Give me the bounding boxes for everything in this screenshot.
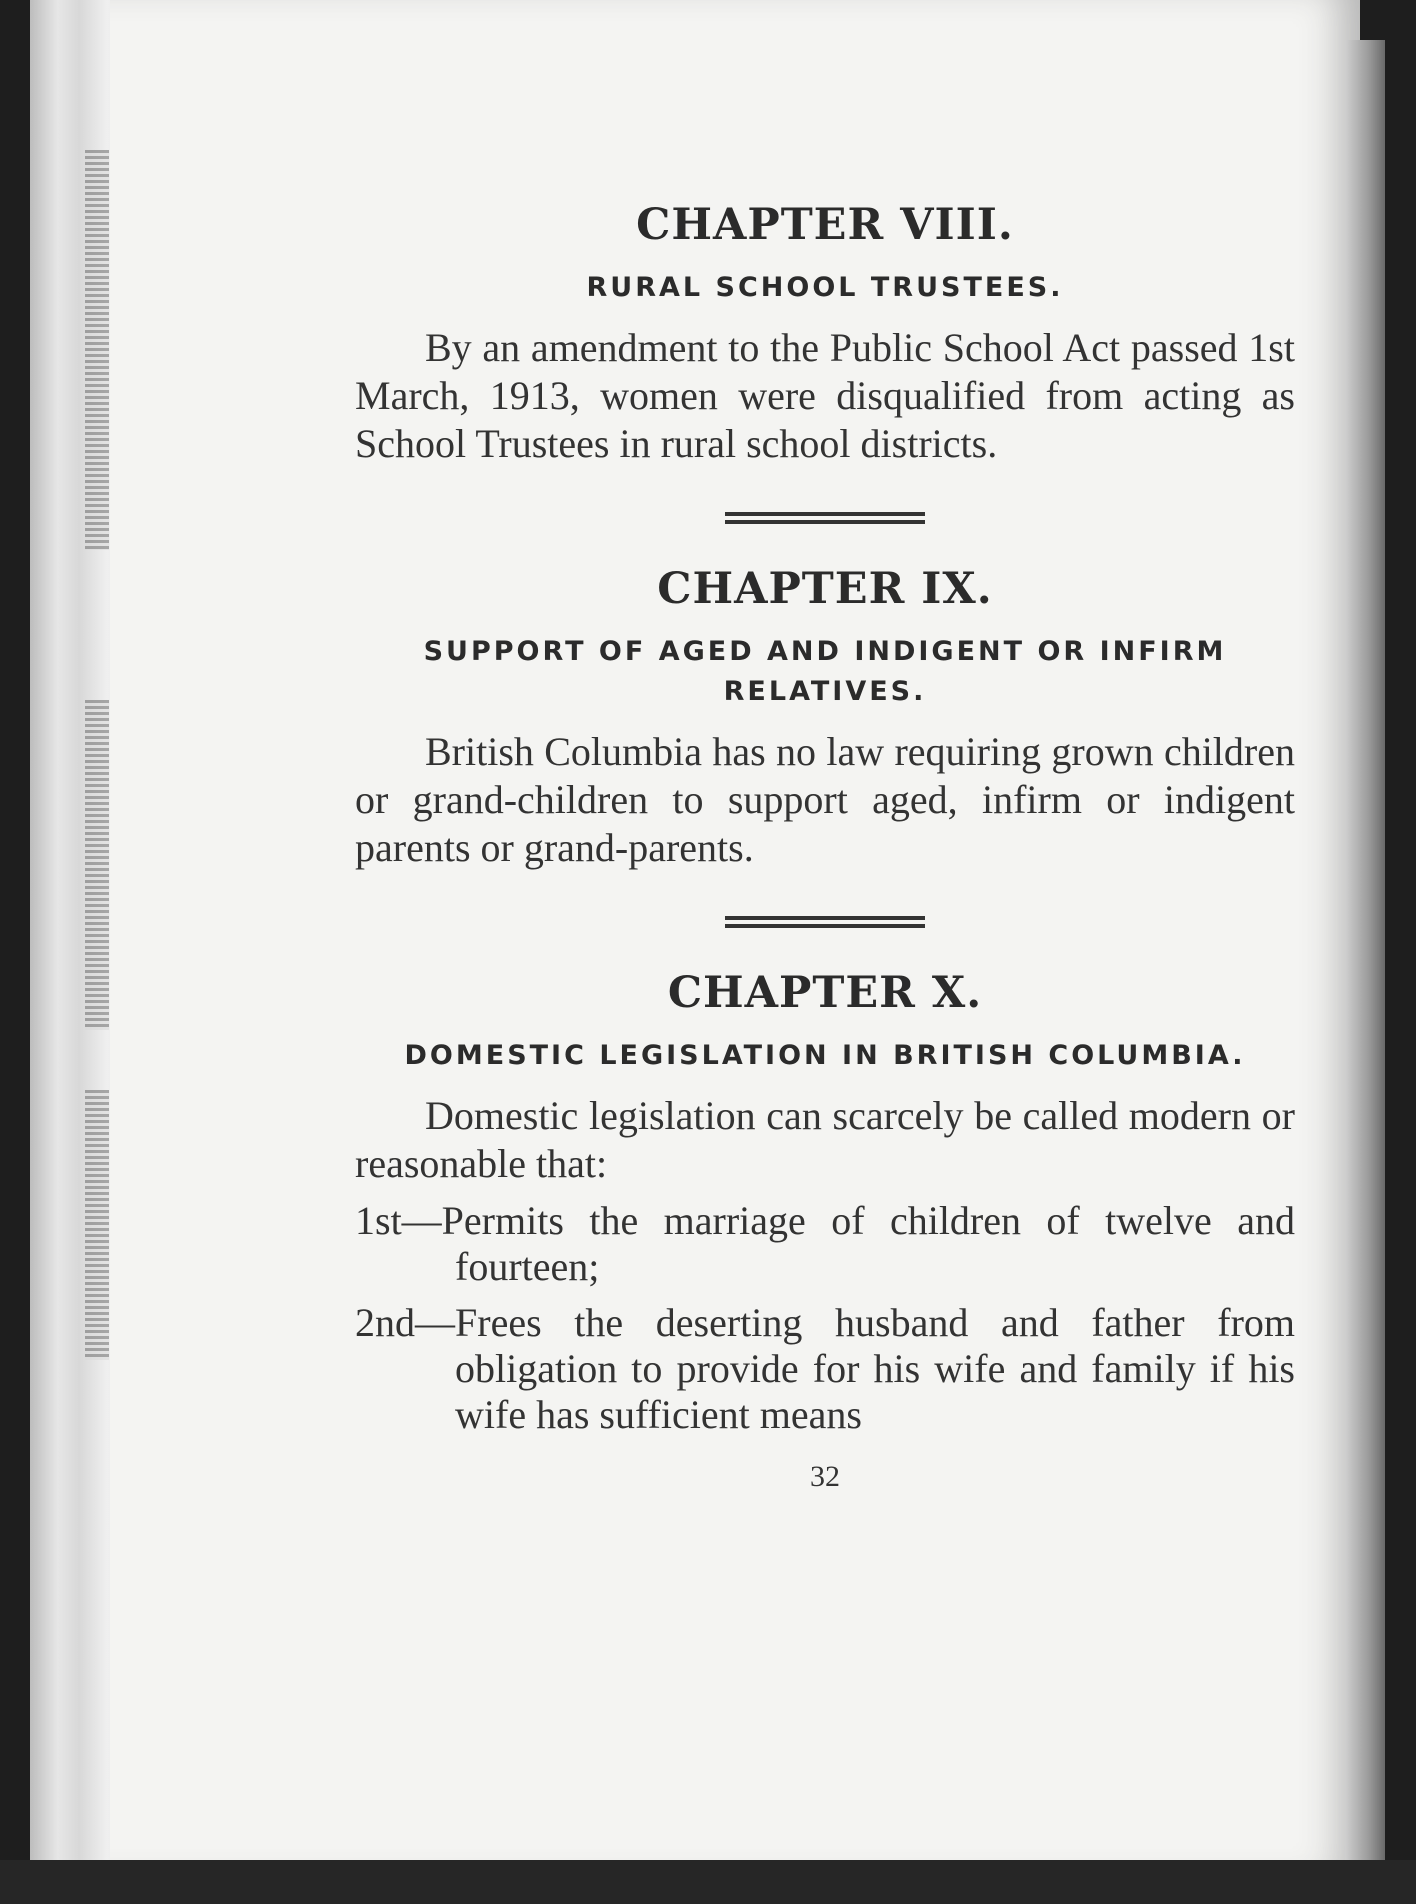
page-content bbox=[355, 200, 1295, 1494]
page-edge-marks bbox=[85, 1090, 109, 1360]
chapter-subtitle: SUPPORT OF AGED AND INDIGENT OR INFIRM RELATIVES. bbox=[423, 636, 1227, 707]
chapter-subtitle: DOMESTIC LEGISLATION IN BRITISH COLUMBIA. bbox=[404, 1040, 1246, 1071]
page-number: 32 bbox=[810, 1460, 840, 1493]
list-item: 1st—Permits the marriage of children of twelve and fourteen; bbox=[355, 1198, 1295, 1289]
page-edge-marks bbox=[85, 700, 109, 1030]
chapter-title: CHAPTER X. bbox=[667, 968, 983, 1018]
double-rule-divider bbox=[725, 916, 925, 928]
chapter-x bbox=[355, 968, 1295, 1438]
chapter-ix bbox=[355, 564, 1295, 872]
chapter-body: Domestic legislation can scarcely be called modern or reasonable that: bbox=[355, 1093, 1295, 1186]
chapter-body: British Columbia has no law requiring grown children or grand-children to support aged, infirm or indigent parents or grand-parents. bbox=[355, 729, 1295, 870]
chapter-body: By an amendment to the Public School Act passed 1st March, 1913, women were disqualified from acting as School Trustees in rural school districts. bbox=[355, 325, 1295, 466]
chapter-title: CHAPTER VIII. bbox=[636, 200, 1014, 250]
page-spine-shadow bbox=[1345, 40, 1385, 1870]
chapter-subtitle: RURAL SCHOOL TRUSTEES. bbox=[586, 272, 1064, 303]
list-item: 2nd—Frees the deserting husband and father from obligation to provide for his wife and family if his wife has sufficient means bbox=[355, 1300, 1295, 1437]
chapter-title: CHAPTER IX. bbox=[657, 564, 993, 614]
chapter-viii bbox=[355, 200, 1295, 468]
scan-background bbox=[0, 1860, 1416, 1904]
page-edge-marks bbox=[85, 150, 109, 550]
double-rule-divider bbox=[725, 512, 925, 524]
